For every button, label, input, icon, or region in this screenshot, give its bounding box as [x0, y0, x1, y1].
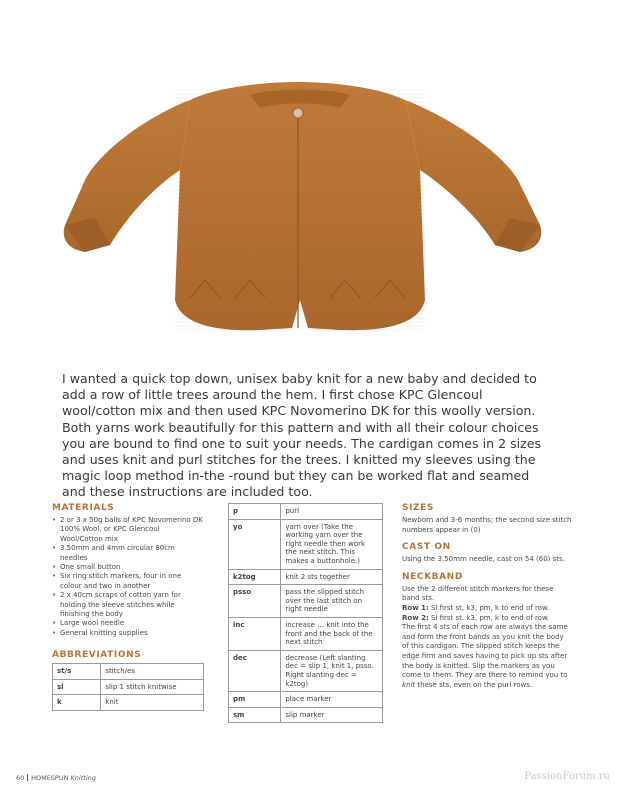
page-footer — [16, 774, 96, 782]
abbr-value: knit — [101, 695, 204, 711]
cast-on-heading: CAST ON — [402, 542, 451, 553]
abbr-key: inc — [229, 617, 281, 650]
abbr-value: knit 2 sts together — [281, 569, 383, 585]
table-row — [229, 504, 383, 520]
materials-item: • General knitting supplies — [52, 629, 204, 638]
row2-label: Row 2: — [402, 613, 429, 622]
abbreviations-heading: ABBREVIATIONS — [52, 650, 142, 661]
row1-text: Sl first st, k3, pm, k to end of row. — [428, 603, 550, 612]
abbr-value: slip marker — [281, 707, 383, 723]
row2-text: Sl first st, k3, pm, k to end of row. — [428, 613, 550, 622]
abbr-key: k2tog — [229, 569, 281, 585]
neckband-intro: Use the 2 different stitch markers for these band sts. — [402, 584, 554, 603]
abbr-key: p — [229, 504, 281, 520]
materials-item: • Six ring stitch markers, four in one colour and two in another — [52, 572, 204, 591]
neckband-heading: NECKBAND — [402, 571, 463, 582]
table-row — [229, 569, 383, 585]
neckband-detail: The first 4 sts of each row are always the same and form the front bands as you knit the body of this cardigan. The slipped stitch keeps the edge firm and saves having to pick up sts after the body is knitted. Slip the markers as you come to them. They are there to remind you to — [402, 623, 568, 680]
neckband-detail-end: these sts, even on the purl rows. — [415, 680, 533, 689]
abbr-key: sl — [53, 679, 101, 695]
abbr-key: yo — [229, 519, 281, 569]
instructions-column — [402, 503, 572, 690]
materials-item: • 2 x 40cm scraps of cotton yarn for holding the sleeve stitches while finishing the body — [52, 591, 204, 619]
intro-paragraph: I wanted a quick top down, unisex baby knit for a new baby and decided to add a row of little trees around the hem. I first chose KPC Glencoul wool/cotton mix and then used KPC Novomerino DK for this woolly version. Both yarns work beautifully for this pattern and with all their colour choices you are bound to find one to suit your needs. The cardigan comes in 2 sizes and uses knit and purl stitches for the trees. I knitted my sleeves using the magic loop method in-the -round but they can be worked flat and seamed and these instructions are included too. — [62, 371, 542, 500]
abbr-key: psso — [229, 585, 281, 618]
page-number: 60 — [16, 774, 25, 782]
abbr-value: decrease (Left slanting dec = slip 1, knit 1, psso. Right slanting dec = k2tog) — [281, 650, 383, 691]
neckband-emphasis: knit — [402, 680, 416, 689]
table-row — [53, 695, 204, 711]
materials-item: • One small button — [52, 563, 204, 572]
sizes-heading: SIZES — [402, 503, 434, 513]
abbr-value: increase … knit into the front and the back of the next stitch — [281, 617, 383, 650]
abbr-value: yarn over (Take the working yarn over the right needle then work the next stitch. This makes a buttonhole.) — [281, 519, 383, 569]
table-row — [229, 585, 383, 618]
abbr-value: slip 1 stitch knitwise — [101, 679, 204, 695]
sizes-text: Newborn and 3-6 months; the second size stitch numbers appear in (0) — [402, 516, 572, 534]
abbr-key: pm — [229, 692, 281, 708]
cast-on-text: Using the 3.50mm needle, cast on 54 (60) sts. — [402, 555, 565, 564]
table-row — [229, 692, 383, 708]
abbreviations-table-continued — [228, 503, 383, 723]
abbr-key: st/s — [53, 664, 101, 680]
neckband-text — [402, 585, 572, 691]
abbr-value: pass the slipped stitch over the last stitch on right needle — [281, 585, 383, 618]
abbr-value: stitch/es — [101, 664, 204, 680]
table-row — [229, 650, 383, 691]
magazine-name: HOMESPUN — [31, 774, 69, 782]
materials-heading: MATERIALS — [52, 503, 115, 513]
cardigan-photo — [40, 60, 560, 365]
table-row — [229, 707, 383, 723]
table-row — [229, 519, 383, 569]
table-row — [229, 617, 383, 650]
materials-item: • 3.50mm and 4mm circular 80cm needles — [52, 544, 204, 563]
table-row — [53, 679, 204, 695]
table-row — [53, 664, 204, 680]
materials-item: • Large wool needle — [52, 619, 204, 628]
abbr-value: purl — [281, 504, 383, 520]
materials-list — [52, 516, 204, 638]
abbr-key: k — [53, 695, 101, 711]
abbreviations-table — [52, 663, 204, 711]
materials-item: • 2 or 3 x 50g balls of KPC Novomerino DK 100% Wool, or KPC Glencoul Wool/Cotton mix — [52, 516, 204, 544]
materials-column — [52, 503, 204, 711]
watermark: PassionForum.ru — [524, 771, 610, 782]
footer-divider — [27, 774, 28, 781]
section-name: Knitting — [70, 774, 96, 782]
cardigan-illustration — [40, 60, 560, 365]
abbr-key: dec — [229, 650, 281, 691]
row1-label: Row 1: — [402, 603, 429, 612]
abbreviations-table-2 — [228, 503, 383, 723]
abbr-key: sm — [229, 707, 281, 723]
abbr-value: place marker — [281, 692, 383, 708]
